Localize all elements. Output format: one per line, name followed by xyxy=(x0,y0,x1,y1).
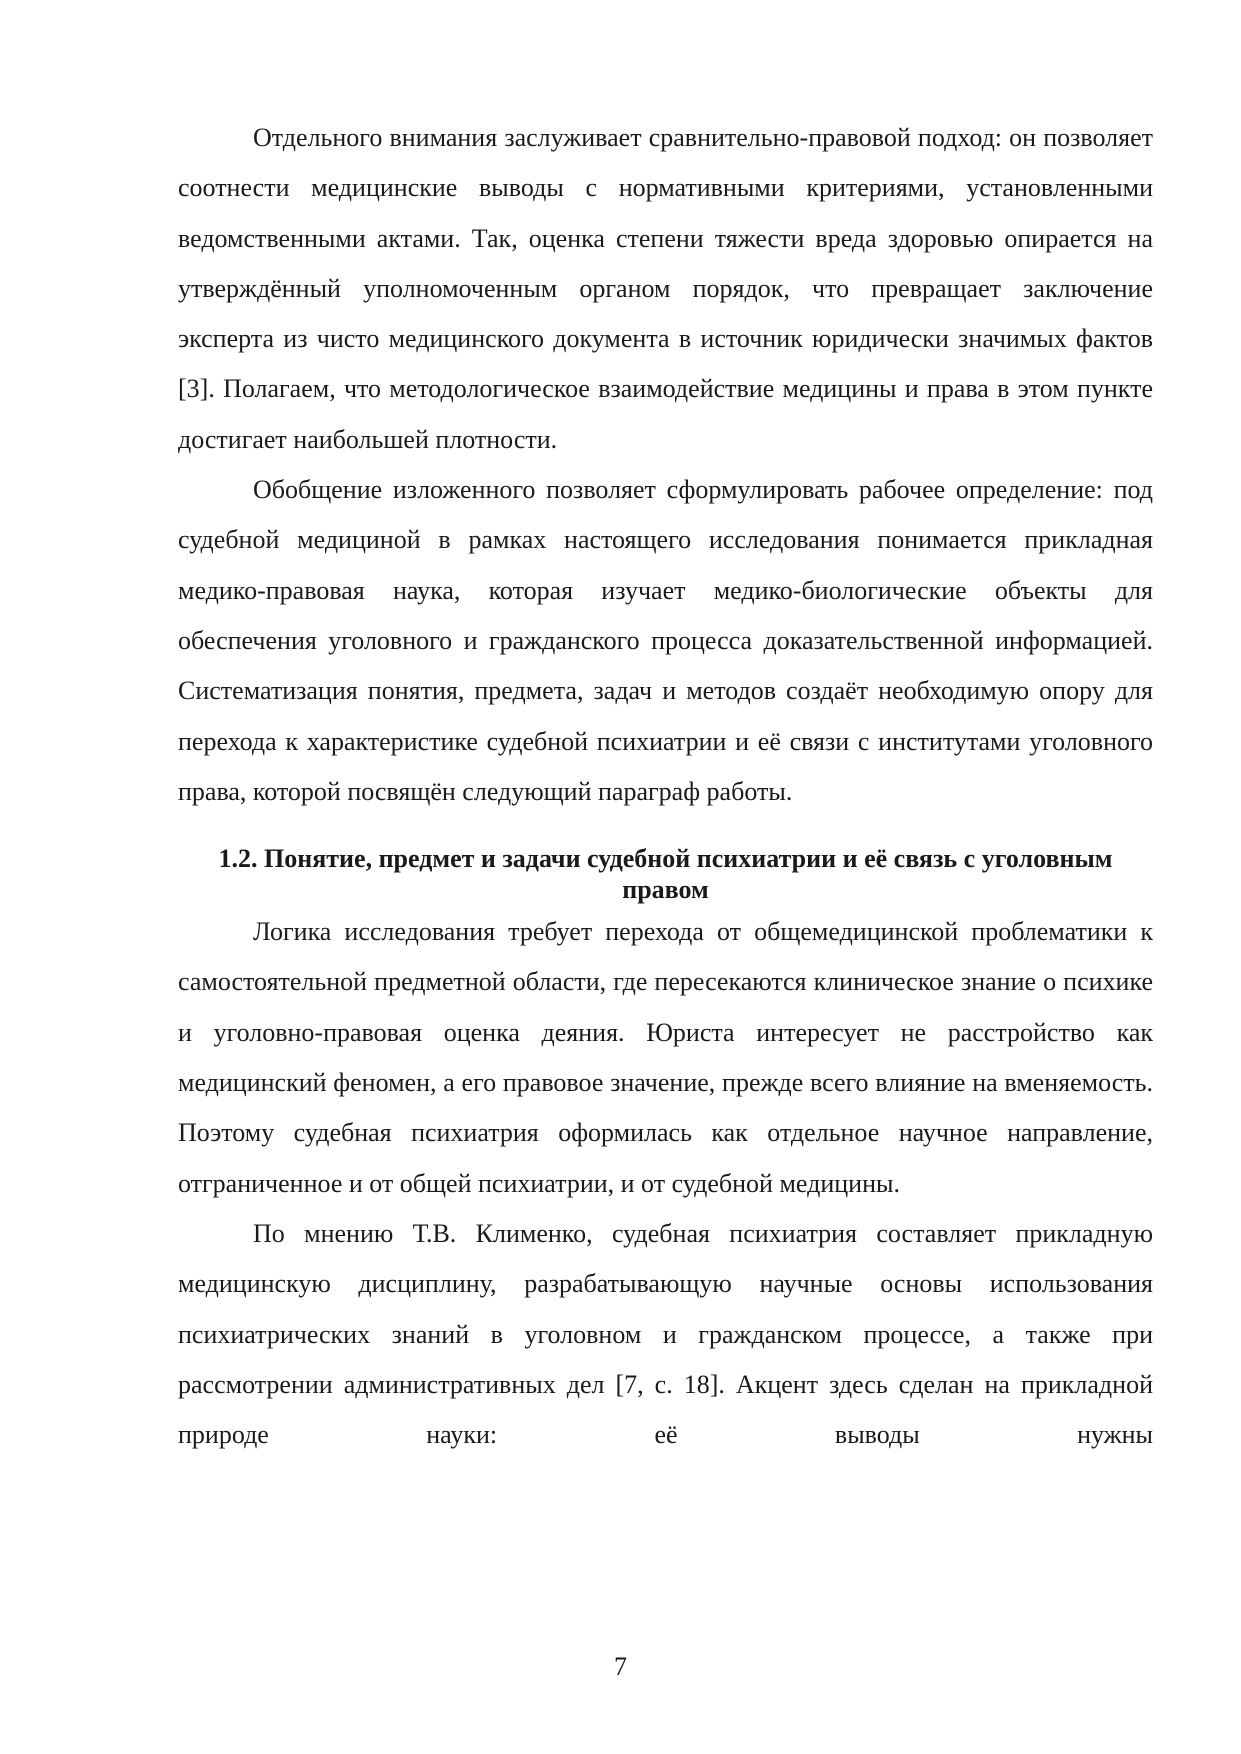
paragraph-summary-definition: Обобщение изложенного позволяет сформулировать рабочее определение: под судебной медициной в рамках настоящего исследования понимается прикладная медико-правовая наука, которая изучает медико-биологические объекты для обеспечения уголовного и гражданского процесса доказательственной информацией. Систематизация понятия, предмета, задач и методов создаёт необходимую опору для перехода к характеристике судебной психиатрии и её связи с институтами уголовного права, которой посвящён следующий параграф работы. xyxy=(178,475,1153,806)
page-body xyxy=(178,113,1153,1460)
paragraph-comparative-approach: Отдельного внимания заслуживает сравнительно-правовой подход: он позволяет соотнести медицинские выводы с нормативными критериями, установленными ведомственными актами. Так, оценка степени тяжести вреда здоровью опирается на утверждённый уполномоченным органом порядок, что превращает заключение эксперта из чисто медицинского документа в источник юридически значимых фактов [3]. Полагаем, что методологическое взаимодействие медицины и права в этом пункте достигает наибольшей плотности. xyxy=(178,123,1153,454)
paragraph-klimenko-opinion: По мнению Т.В. Клименко, судебная психиатрия составляет прикладную медицинскую дисциплину, разрабатывающую научные основы использования психиатрических знаний в уголовном и гражданском процессе, а также при рассмотрении административных дел [7, с. 18]. Акцент здесь сделан на прикладной природе науки: её выводы нужны xyxy=(178,1218,1153,1450)
section-heading: 1.2. Понятие, предмет и задачи судебной психиатрии и её связь с уголовным правом xyxy=(218,844,1113,905)
paragraph-research-logic: Логика исследования требует перехода от общемедицинской проблематики к самостоятельной предметной области, где пересекаются клиническое знание о психике и уголовно-правовая оценка деяния. Юриста интересует не расстройство как медицинский феномен, а его правовое значение, прежде всего влияние на вменяемость. Поэтому судебная психиатрия оформилась как отдельное научное направление, отграниченное и от общей психиатрии, и от судебной медицины. xyxy=(178,917,1153,1198)
page-number: 7 xyxy=(614,1652,627,1681)
